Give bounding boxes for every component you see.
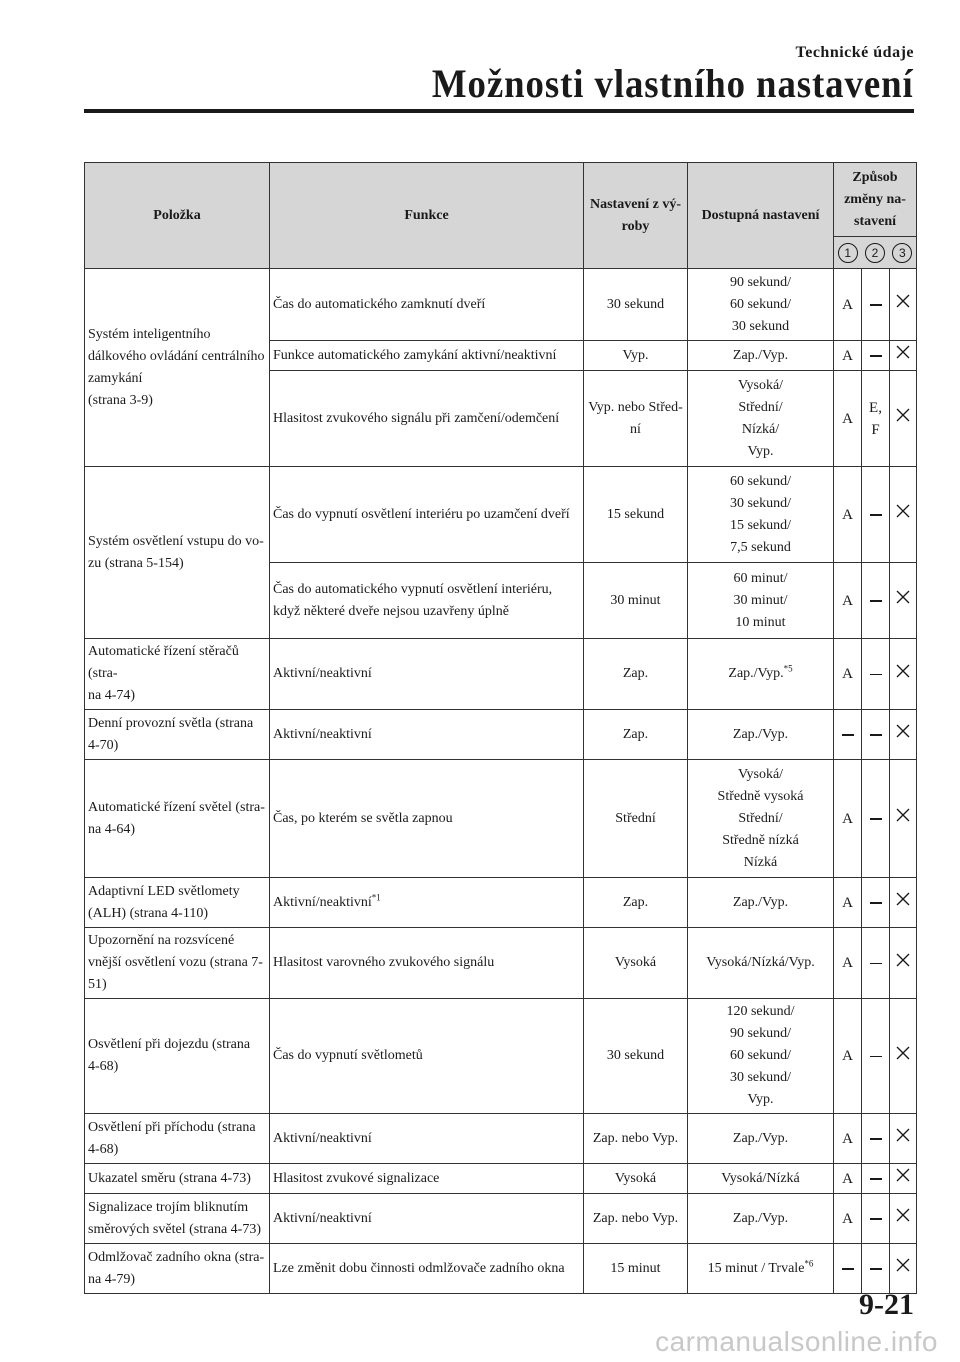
method-value: A [834,760,862,878]
default-cell: 15 minut [584,1244,688,1294]
header-method: Způsob změny na- stavení [834,163,917,237]
default-cell: Zap. nebo Vyp. [584,1194,688,1244]
available-text: Zap./Vyp. [732,894,789,910]
function-cell [270,878,584,928]
watermark: carmanualsonline.info [655,1326,938,1357]
function-cell [270,563,584,639]
method-value: A [834,1164,862,1194]
table-row [85,467,917,563]
method-value: A [834,1194,862,1244]
table-row [85,1244,917,1294]
dash-icon [870,304,882,305]
default-cell: Vysoká [584,1164,688,1194]
function-cell [270,1114,584,1164]
item-cell: Signalizace trojím bliknutím směrových světel (strana 4-73) [85,1194,270,1244]
item-cell: Automatické řízení stěračů (stra- na 4-74) [85,639,270,710]
not-available-icon [890,1164,917,1194]
function-cell [270,760,584,878]
function-text: Funkce automatického zamykání aktivní/neaktivní [273,347,557,363]
cross-icon [895,807,911,830]
cross-icon [895,723,911,746]
default-cell: Vyp. [584,341,688,371]
function-cell [270,928,584,999]
table-row [85,1114,917,1164]
function-text: Aktivní/neaktivní [273,666,372,681]
header-item: Položka [85,163,270,269]
function-text: Hlasitost zvukové signalizace [273,1170,440,1186]
default-cell: 15 sekund [584,467,688,563]
function-text: Čas do automatického vypnutí osvětlení interiéru, když některé dveře nejsou uzavřeny úplně [273,581,553,619]
cross-icon [895,344,911,367]
item-cell: Odmlžovač zadního okna (stra- na 4-79) [85,1244,270,1294]
available-cell [688,760,834,878]
function-cell [270,269,584,341]
function-cell [270,710,584,760]
not-available-icon [890,710,917,760]
not-available-icon [890,1244,917,1294]
none-dash-icon [862,1114,890,1164]
available-cell [688,1164,834,1194]
none-dash-icon [862,999,890,1114]
cross-icon [895,1257,911,1280]
not-available-icon [890,928,917,999]
method-value: A [834,999,862,1114]
available-cell [688,1114,834,1164]
function-text: Čas do automatického zamknutí dveří [273,296,486,312]
available-cell [688,999,834,1114]
available-text: 60 minut/ 30 minut/ 10 minut [733,570,788,630]
none-dash-icon [862,563,890,639]
function-text: Hlasitost zvukového signálu při zamčení/odemčení [273,410,560,426]
none-dash-icon [862,1194,890,1244]
table-row [85,710,917,760]
available-text: Zap./Vyp. [732,1130,789,1146]
item-cell: Upozornění na rozsvícené vnější osvětlení vozu (strana 7-51) [85,928,270,999]
method-value: A [834,639,862,710]
available-text: Vysoká/ Středně vysoká Střední/ Středně nízká Nízká [717,766,804,870]
page-title: Možnosti vlastního nastavení [432,61,914,106]
available-cell [688,269,834,341]
none-dash-icon [862,928,890,999]
function-text: Aktivní/neaktivní [273,726,372,742]
customization-table [84,162,917,1294]
dash-icon [870,1056,882,1057]
table-row [85,1164,917,1194]
none-dash-icon [862,878,890,928]
header-default: Nastavení z vý- roby [584,163,688,269]
default-cell: 30 sekund [584,999,688,1114]
none-dash-icon [834,710,862,760]
dash-icon [870,1178,882,1179]
method-value: A [834,371,862,467]
dash-icon [870,902,882,903]
function-cell [270,1194,584,1244]
method-value: A [834,878,862,928]
available-cell [688,371,834,467]
dash-icon [870,734,882,735]
cross-icon [895,663,911,686]
dash-icon [870,1268,882,1269]
item-cell: Osvětlení při dojezdu (strana 4-68) [85,999,270,1114]
available-text: Zap./Vyp. [732,1210,789,1226]
function-text: Aktivní/neaktivní [273,894,372,910]
header-divider [84,109,914,113]
available-text: Vysoká/ Střední/ Nízká/ Vyp. [737,377,784,459]
cross-icon [895,503,911,526]
item-cell: Ukazatel směru (strana 4-73) [85,1164,270,1194]
default-cell: Zap. [584,710,688,760]
function-text: Čas, po kterém se světla zapnou [273,810,453,826]
dash-icon [870,355,882,356]
available-cell [688,639,834,710]
not-available-icon [890,639,917,710]
cross-icon [895,952,911,975]
method-3-icon: 3 [892,243,912,263]
method-value: A [834,467,862,563]
available-text: 120 sekund/ 90 sekund/ 60 sekund/ 30 sekund/ Vyp. [726,1004,795,1107]
method-value: A [834,928,862,999]
none-dash-icon [862,639,890,710]
page-number: 9-21 [859,1288,914,1321]
table-header-row [85,163,917,237]
cross-icon [895,589,911,612]
not-available-icon [890,563,917,639]
function-cell [270,639,584,710]
dash-icon [870,1138,882,1139]
function-cell [270,371,584,467]
dash-icon [870,600,882,601]
footnote-ref: *1 [371,891,381,902]
default-cell: Střední [584,760,688,878]
default-cell: Vyp. nebo Střed- ní [584,371,688,467]
none-dash-icon [862,341,890,371]
function-cell [270,1164,584,1194]
default-cell: 30 minut [584,563,688,639]
table-row [85,269,917,341]
available-text: Vysoká/Nízká/Vyp. [706,955,815,970]
function-cell [270,467,584,563]
available-text: Zap./Vyp. [732,347,789,363]
none-dash-icon [862,467,890,563]
method-1-icon: 1 [838,243,858,263]
function-text: Hlasitost varovného zvukového signálu [273,955,495,970]
not-available-icon [890,467,917,563]
none-dash-icon [862,269,890,341]
not-available-icon [890,878,917,928]
item-cell: Systém inteligentního dálkového ovládání centrálního zamykání (strana 3-9) [85,269,270,467]
default-cell: Zap. [584,639,688,710]
function-text: Aktivní/neaktivní [273,1210,372,1226]
header-function: Funkce [270,163,584,269]
function-text: Lze změnit dobu činnosti odmlžovače zadního okna [273,1260,565,1276]
method-value: A [834,341,862,371]
cross-icon [895,1045,911,1068]
not-available-icon [890,341,917,371]
available-cell [688,467,834,563]
function-text: Aktivní/neaktivní [273,1130,372,1146]
item-cell: Systém osvětlení vstupu do vo- zu (strana 5-154) [85,467,270,639]
dash-icon [870,1218,882,1219]
default-cell: 30 sekund [584,269,688,341]
method-value: A [834,269,862,341]
table-body [85,269,917,1294]
item-cell: Osvětlení při příchodu (strana 4-68) [85,1114,270,1164]
available-cell [688,341,834,371]
function-text: Čas do vypnutí světlometů [273,1048,423,1063]
dash-icon [870,963,882,964]
item-cell: Denní provozní světla (strana 4-70) [85,710,270,760]
table-row [85,928,917,999]
none-dash-icon [862,1164,890,1194]
section-label: Technické údaje [795,44,914,61]
none-dash-icon [862,1244,890,1294]
dash-icon [870,674,882,675]
not-available-icon [890,1114,917,1164]
not-available-icon [890,999,917,1114]
available-text: 90 sekund/ 60 sekund/ 30 sekund [729,274,792,334]
table-row [85,639,917,710]
none-dash-icon [834,1244,862,1294]
method-2-icon: 2 [865,243,885,263]
available-text: 60 sekund/ 30 sekund/ 15 sekund/ 7,5 sekund [729,473,792,555]
available-cell [688,878,834,928]
default-cell: Zap. nebo Vyp. [584,1114,688,1164]
dash-icon [842,734,854,735]
cross-icon [895,1127,911,1150]
item-cell: Automatické řízení světel (stra- na 4-64) [85,760,270,878]
dash-icon [842,1268,854,1269]
function-cell [270,341,584,371]
dash-icon [870,514,882,515]
default-cell: Vysoká [584,928,688,999]
none-dash-icon [862,710,890,760]
not-available-icon [890,760,917,878]
cross-icon [895,407,911,430]
footnote-ref: *6 [804,1257,814,1268]
cross-icon [895,1167,911,1190]
dash-icon [870,818,882,819]
available-cell [688,710,834,760]
item-cell: Adaptivní LED světlomety (ALH) (strana 4-110) [85,878,270,928]
table-row [85,760,917,878]
available-text: 15 minut / Trvale [707,1260,805,1276]
method-value: A [834,563,862,639]
method-value: A [834,1114,862,1164]
table-row [85,1194,917,1244]
table-row [85,878,917,928]
available-cell [688,1244,834,1294]
available-text: Vysoká/Nízká [721,1170,800,1186]
available-cell [688,1194,834,1244]
not-available-icon [890,269,917,341]
not-available-icon [890,1194,917,1244]
available-cell [688,563,834,639]
none-dash-icon [862,760,890,878]
available-cell [688,928,834,999]
function-cell [270,999,584,1114]
function-cell [270,1244,584,1294]
not-available-icon [890,371,917,467]
header-available: Dostupná nastavení [688,163,834,269]
cross-icon [895,1207,911,1230]
table-row [85,999,917,1114]
footnote-ref: *5 [783,663,793,674]
default-cell: Zap. [584,878,688,928]
cross-icon [895,891,911,914]
cross-icon [895,293,911,316]
available-text: Zap./Vyp. [732,726,789,742]
available-text: Zap./Vyp. [728,666,784,681]
method-value: E, F [862,371,890,467]
function-text: Čas do vypnutí osvětlení interiéru po uzamčení dveří [273,506,570,522]
